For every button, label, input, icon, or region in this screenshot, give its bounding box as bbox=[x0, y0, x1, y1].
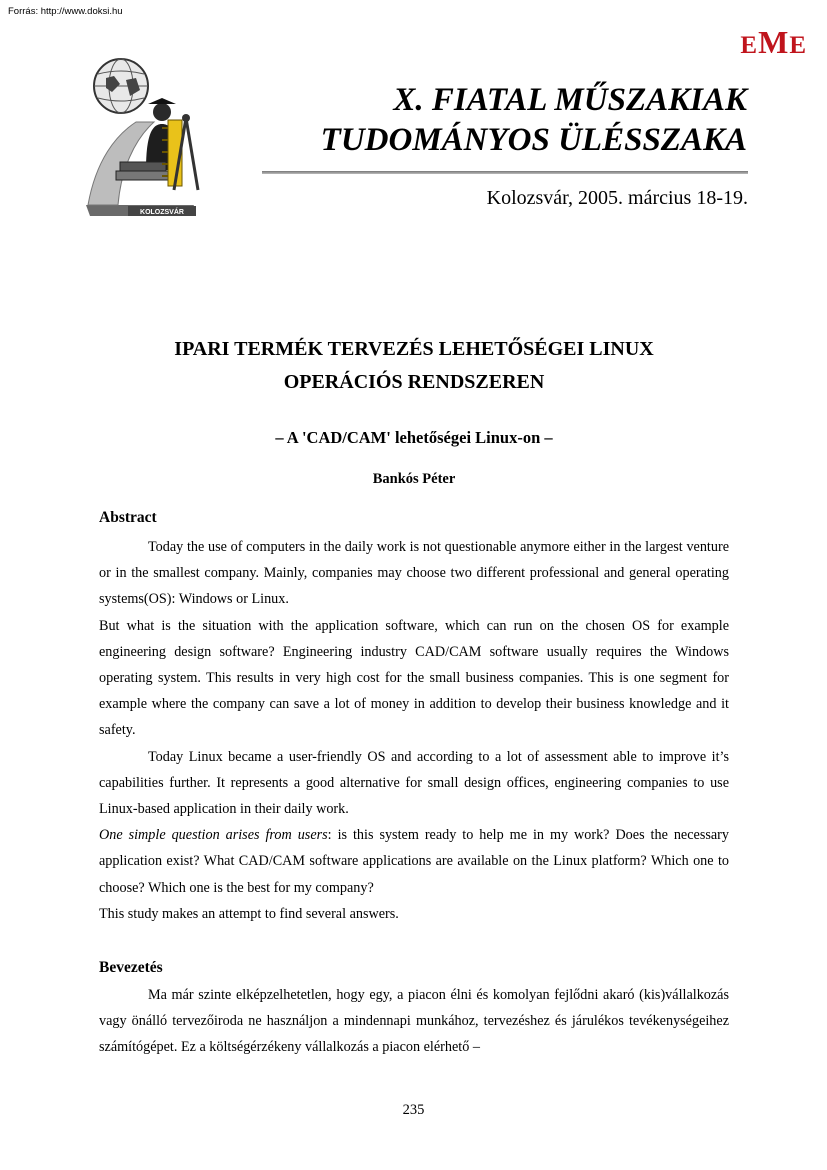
conference-title-line-2: TUDOMÁNYOS ÜLÉSSZAKA bbox=[320, 122, 747, 158]
eme-logo bbox=[740, 24, 807, 61]
abstract-paragraph-1: Today the use of computers in the daily work is not questionable anymore either in the largest venture or in the smallest company. Mainly, companies may choose two different professional and general operating systems(OS): Windows or Linux. bbox=[99, 539, 729, 608]
abstract-paragraph-3: Today Linux became a user-friendly OS and according to a lot of assessment able to improve it’s capabilities further. It represents a good alternative for small design offices, engineering companies to use Linux-based application in their daily work. bbox=[99, 748, 729, 818]
paper-title-line-1: IPARI TERMÉK TERVEZÉS LEHETŐSÉGEI LINUX bbox=[174, 338, 654, 360]
page-number: 235 bbox=[402, 1102, 425, 1118]
abstract-paragraph-2: But what is the situation with the application software, which can run on the chosen OS for example engineering design software? Engineering industry CAD/CAM software usually requires the Windows operating system. This results in very high cost for the small business companies. This is one segment for example where the company can save a lot of money in addition to develop their business knowledge and it safety. bbox=[99, 617, 729, 739]
conference-date: Kolozsvár, 2005. március 18-19. bbox=[486, 187, 748, 209]
intro-paragraph-1: Ma már szinte elképzelhetetlen, hogy egy, a piacon élni és komolyan fejlődni akaró (kis)vállalkozás vagy önálló tervezőiroda ne használjon a mindennapi munkához, tervezéshez és járulékos tevékenységeihez számítógépet. Ez a költségérzékeny vállalkozás a piacon elérhető – bbox=[99, 987, 729, 1056]
header-rule bbox=[262, 171, 748, 174]
abstract-heading: Abstract bbox=[99, 509, 157, 526]
eme-logo-letter-2: M bbox=[758, 24, 790, 60]
paper-subtitle: – A 'CAD/CAM' lehetőségei Linux-on – bbox=[275, 428, 553, 447]
emblem-label: KOLOZSVÁR bbox=[140, 209, 184, 216]
conference-title-line-1: X. FIATAL MŰSZAKIAK bbox=[393, 82, 747, 118]
abstract-question-italic: One simple question arises from users bbox=[99, 827, 328, 844]
eme-logo-letter-1: E bbox=[740, 32, 759, 59]
intro-heading: Bevezetés bbox=[99, 959, 163, 976]
paper-author: Bankós Péter bbox=[372, 471, 456, 487]
conference-emblem-icon bbox=[76, 40, 200, 220]
abstract-body bbox=[99, 534, 729, 927]
source-url: Forrás: http://www.doksi.hu bbox=[8, 6, 123, 17]
paper-title-line-2: OPERÁCIÓS RENDSZEREN bbox=[283, 371, 545, 393]
paper-title bbox=[100, 333, 728, 399]
abstract-paragraph-5: This study makes an attempt to find several answers. bbox=[99, 905, 399, 922]
abstract-question-rest: : is this system ready to help me in my work? Does the necessary application exist? What CAD/CAM software applications are available on the Linux platform? Which one to choose? Which one is the best for my company? bbox=[99, 827, 729, 896]
abstract-paragraph-4 bbox=[99, 822, 729, 901]
conference-title bbox=[321, 80, 747, 160]
eme-logo-letter-3: E bbox=[789, 32, 807, 59]
